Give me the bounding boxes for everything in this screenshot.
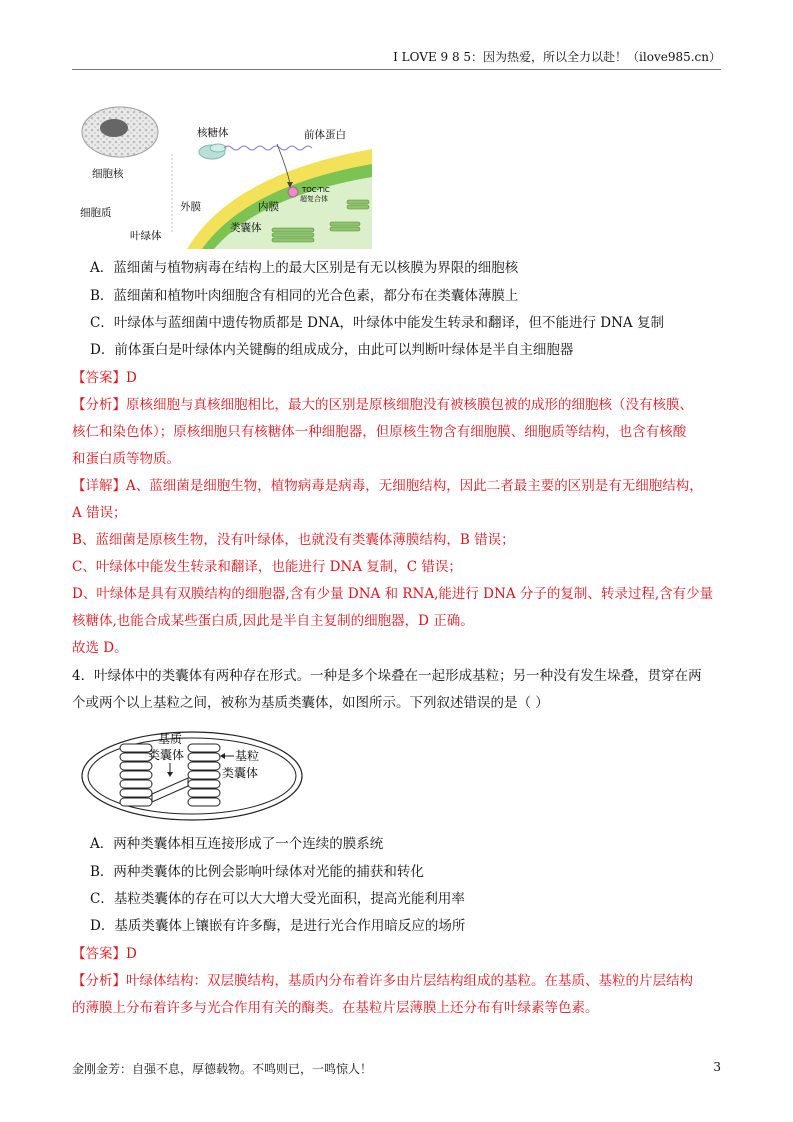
stroma-thylakoid-shape <box>152 778 188 802</box>
grana-label-1: 基粒 <box>235 749 260 763</box>
thylakoid-figure <box>80 730 305 822</box>
q3-detail-line: 核糖体,也能合成某些蛋白质,因此是半自主复制的细胞器，D 正确。 <box>72 613 474 629</box>
q4-option-c: C．基粒类囊体的存在可以大大增大受光面积，提高光能利用率 <box>90 891 465 907</box>
nucleolus-shape <box>100 119 128 137</box>
chloroplast-label: 叶绿体 <box>130 230 162 242</box>
q4-answer: 【答案】D <box>72 946 137 962</box>
q4-analysis-line: 【分析】叶绿体结构：双层膜结构，基质内分布着许多由片层结构组成的基粒。在基质、基粒的片层结构 <box>72 973 693 989</box>
q4-option-a: A．两种类囊体相互连接形成了一个连续的膜系统 <box>90 836 384 852</box>
thylakoid-label: 类囊体 <box>230 222 262 234</box>
q3-option-c: C．叶绿体与蓝细菌中遗传物质都是 DNA，叶绿体中能发生转录和翻译，但不能进行 DNA 复制 <box>90 315 664 331</box>
stroma-label-1: 基质 <box>158 732 183 746</box>
q3-detail-line: 【详解】A、蓝细菌是细胞生物，植物病毒是病毒，无细胞结构，因此二者最主要的区别是有无细胞结构， <box>72 478 703 494</box>
q3-conclusion: 故选 D。 <box>72 640 128 656</box>
q3-option-d: D．前体蛋白是叶绿体内关键酶的组成成分，由此可以判断叶绿体是半自主细胞器 <box>90 342 574 358</box>
q3-detail-line: A 错误； <box>72 505 127 521</box>
header-divider <box>72 69 721 70</box>
q4-stem-line: 4．叶绿体中的类囊体有两种存在形式。一种是多个垛叠在一起形成基粒；另一种没有发生垛叠，贯穿在两 <box>72 668 702 684</box>
precursor-chain <box>224 146 312 150</box>
toc-tic-complex <box>288 187 298 197</box>
q4-stem-line: 个或两个以上基粒之间，被称为基质类囊体，如图所示。下列叙述错误的是（ ） <box>72 695 549 711</box>
q4-option-b: B．两种类囊体的比例会影响叶绿体对光能的捕获和转化 <box>90 864 424 880</box>
q3-detail-line: D、叶绿体是具有双膜结构的细胞器,含有少量 DNA 和 RNA,能进行 DNA 分子的复制、转录过程,含有少量 <box>72 586 714 602</box>
q3-answer: 【答案】D <box>72 370 137 386</box>
page-number: 3 <box>713 1060 721 1074</box>
q3-analysis-line: 核仁和染色体）；原核细胞只有核糖体一种细胞器，但原核生物含有细胞膜、细胞质等结构，也含有核酸 <box>72 424 687 440</box>
q3-analysis-line: 【分析】原核细胞与真核细胞相比，最大的区别是原核细胞没有被核膜包被的成形的细胞核（没有核膜、 <box>72 397 693 413</box>
q3-detail-line: C、叶绿体中能发生转录和翻译，也能进行 DNA 复制，C 错误； <box>72 559 462 575</box>
cytoplasm-label: 细胞质 <box>80 207 112 219</box>
q4-option-d: D．基质类囊体上镶嵌有许多酶，是进行光合作用暗反应的场所 <box>90 918 466 934</box>
supercomplex-label: 超复合体 <box>300 195 328 203</box>
precursor-label: 前体蛋白 <box>304 129 346 141</box>
q3-detail-line: B、蓝细菌是原核生物，没有叶绿体，也就没有类囊体薄膜结构，B 错误； <box>72 532 515 548</box>
protein-import-figure <box>72 104 372 249</box>
nucleus-label: 细胞核 <box>92 168 124 180</box>
inner-membrane-label: 内膜 <box>258 201 279 213</box>
page-header: I LOVE 9 8 5：因为热爱，所以全力以赴！（ilove985.cn） <box>393 50 721 64</box>
q4-analysis-line: 的薄膜上分布着许多与光合作用有关的酶类。在基粒片层薄膜上还分布有叶绿素等色素。 <box>72 1000 599 1016</box>
outer-membrane-label: 外膜 <box>180 201 201 213</box>
q3-analysis-line: 和蛋白质等物质。 <box>72 451 180 467</box>
grana-label-2: 类囊体 <box>222 766 259 780</box>
q3-option-a: A．蓝细菌与植物病毒在结构上的最大区别是有无以核膜为界限的细胞核 <box>90 260 519 276</box>
stroma-label-2: 类囊体 <box>148 748 185 762</box>
q3-option-b: B．蓝细菌和植物叶肉细胞含有相同的光合色素，都分布在类囊体薄膜上 <box>90 288 519 304</box>
toc-tic-label: TOC-TIC <box>302 186 330 194</box>
footer-motto: 金刚金芳：自强不息，厚德载物。不鸣则已，一鸣惊人！ <box>72 1062 373 1076</box>
granum-right <box>188 744 220 806</box>
ribosome-label: 核糖体 <box>197 127 229 139</box>
